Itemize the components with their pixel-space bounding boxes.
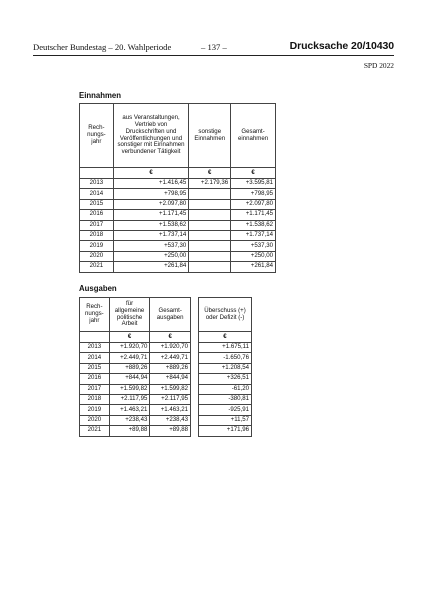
sonstige-cell (189, 230, 231, 240)
gesamt-cell: +1.463,21 (150, 405, 191, 415)
einnahmen-title: Einnahmen (79, 91, 122, 100)
ueberschuss-cell: +1.675,11 (199, 343, 252, 353)
table-row (199, 384, 252, 394)
politische-arbeit-cell: +2.449,71 (109, 353, 150, 363)
veranstaltungen-cell: +2.097,80 (113, 199, 189, 209)
politische-arbeit-cell: +844,94 (109, 374, 150, 384)
year-cell: 2021 (80, 426, 110, 436)
year-cell: 2013 (80, 343, 110, 353)
year-cell: 2013 (80, 179, 114, 189)
sonstige-cell (189, 189, 231, 199)
ueberschuss-cell: +1.208,54 (199, 363, 252, 373)
ueberschuss-cell: +326,51 (199, 374, 252, 384)
ueberschuss-cell: -61,20 (199, 384, 252, 394)
table-row (199, 394, 252, 404)
header-document-number: Drucksache 20/10430 (289, 40, 394, 52)
header-publication: Deutscher Bundestag – 20. Wahlperiode (33, 42, 172, 52)
year-cell: 2015 (80, 199, 114, 209)
sonstige-cell (189, 251, 231, 261)
table-row (80, 210, 276, 220)
table-row (199, 374, 252, 384)
gesamt-cell: +3.595,81 (231, 179, 276, 189)
unit-cell: € (150, 332, 191, 343)
ueberschuss-table (198, 297, 252, 437)
table-row (80, 251, 276, 261)
table-row (80, 353, 191, 363)
veranstaltungen-cell: +1.538,62 (113, 220, 189, 230)
sonstige-cell (189, 241, 231, 251)
einnahmen-col-gesamt: Gesamt- einnahmen (231, 104, 276, 168)
party-year-label: SPD 2022 (363, 61, 394, 70)
sonstige-cell (189, 220, 231, 230)
gesamt-cell: +1.171,45 (231, 210, 276, 220)
unit-cell (80, 332, 110, 343)
header-page-number: – 137 – (201, 42, 227, 52)
ueberschuss-header-row (199, 298, 252, 332)
ausgaben-col-gesamt: Gesamt- ausgaben (150, 298, 191, 332)
year-cell: 2016 (80, 374, 110, 384)
gesamt-cell: +238,43 (150, 415, 191, 425)
table-row (199, 363, 252, 373)
table-row (80, 426, 191, 436)
sonstige-cell (189, 210, 231, 220)
header-rule (33, 55, 394, 56)
table-row (199, 415, 252, 425)
table-row (80, 241, 276, 251)
einnahmen-header-row (80, 104, 276, 168)
ueberschuss-cell: -1.650,76 (199, 353, 252, 363)
table-row (199, 426, 252, 436)
gesamt-cell: +2.097,80 (231, 199, 276, 209)
veranstaltungen-cell: +1.171,45 (113, 210, 189, 220)
gesamt-cell: +2.449,71 (150, 353, 191, 363)
einnahmen-unit-row (80, 168, 276, 179)
table-row (199, 405, 252, 415)
year-cell: 2018 (80, 230, 114, 240)
gesamt-cell: +889,26 (150, 363, 191, 373)
veranstaltungen-cell: +537,30 (113, 241, 189, 251)
year-cell: 2020 (80, 415, 110, 425)
table-row (80, 363, 191, 373)
gesamt-cell: +537,30 (231, 241, 276, 251)
gesamt-cell: +1.538,62 (231, 220, 276, 230)
politische-arbeit-cell: +1.599,82 (109, 384, 150, 394)
year-cell: 2015 (80, 363, 110, 373)
year-cell: 2014 (80, 189, 114, 199)
unit-cell: € (109, 332, 150, 343)
table-row (80, 189, 276, 199)
einnahmen-col-veranstaltungen: aus Veranstaltungen, Vertrieb von Druckschriften und Veröffentlichungen und sonstiger mit Einnahmen verbundener Tätigkeit (113, 104, 189, 168)
ueberschuss-cell: +171,96 (199, 426, 252, 436)
gesamt-cell: +250,00 (231, 251, 276, 261)
gesamt-cell: +89,88 (150, 426, 191, 436)
year-cell: 2019 (80, 405, 110, 415)
gesamt-cell: +261,84 (231, 262, 276, 272)
ueberschuss-cell: +11,57 (199, 415, 252, 425)
politische-arbeit-cell: +2.117,95 (109, 394, 150, 404)
ueberschuss-col: Überschuss (+) oder Defizit (-) (199, 298, 252, 332)
gesamt-cell: +798,95 (231, 189, 276, 199)
table-row (80, 343, 191, 353)
table-row (80, 199, 276, 209)
unit-cell: € (113, 168, 189, 179)
ueberschuss-cell: -380,81 (199, 394, 252, 404)
ausgaben-unit-row (80, 332, 191, 343)
ausgaben-table (79, 297, 191, 437)
ausgaben-header-row (80, 298, 191, 332)
table-row (80, 374, 191, 384)
table-row (80, 394, 191, 404)
ausgaben-col-politische-arbeit: für allgemeine politische Arbeit (109, 298, 150, 332)
table-row (80, 405, 191, 415)
page-header (33, 41, 394, 55)
ueberschuss-cell: -925,91 (199, 405, 252, 415)
gesamt-cell: +844,94 (150, 374, 191, 384)
year-cell: 2014 (80, 353, 110, 363)
table-row (80, 230, 276, 240)
politische-arbeit-cell: +89,88 (109, 426, 150, 436)
table-row (199, 343, 252, 353)
year-cell: 2019 (80, 241, 114, 251)
gesamt-cell: +1.737,14 (231, 230, 276, 240)
sonstige-cell (189, 199, 231, 209)
year-cell: 2017 (80, 220, 114, 230)
veranstaltungen-cell: +1.737,14 (113, 230, 189, 240)
unit-cell (80, 168, 114, 179)
year-cell: 2017 (80, 384, 110, 394)
politische-arbeit-cell: +1.920,70 (109, 343, 150, 353)
year-cell: 2018 (80, 394, 110, 404)
sonstige-cell (189, 262, 231, 272)
table-row (80, 384, 191, 394)
veranstaltungen-cell: +261,84 (113, 262, 189, 272)
ueberschuss-unit-row (199, 332, 252, 343)
veranstaltungen-cell: +798,95 (113, 189, 189, 199)
sonstige-cell: +2.179,36 (189, 179, 231, 189)
einnahmen-col-sonstige: sonstige Einnahmen (189, 104, 231, 168)
table-row (80, 415, 191, 425)
unit-cell: € (189, 168, 231, 179)
gesamt-cell: +2.117,95 (150, 394, 191, 404)
unit-cell: € (231, 168, 276, 179)
einnahmen-col-year: Rech- nungs- jahr (80, 104, 114, 168)
politische-arbeit-cell: +238,43 (109, 415, 150, 425)
politische-arbeit-cell: +889,26 (109, 363, 150, 373)
einnahmen-table (79, 103, 276, 273)
politische-arbeit-cell: +1.463,21 (109, 405, 150, 415)
veranstaltungen-cell: +250,00 (113, 251, 189, 261)
table-row (199, 353, 252, 363)
unit-cell: € (199, 332, 252, 343)
year-cell: 2021 (80, 262, 114, 272)
ausgaben-title: Ausgaben (79, 284, 117, 293)
year-cell: 2020 (80, 251, 114, 261)
veranstaltungen-cell: +1.416,45 (113, 179, 189, 189)
ausgaben-col-year: Rech- nungs- jahr (80, 298, 110, 332)
table-row (80, 262, 276, 272)
gesamt-cell: +1.599,82 (150, 384, 191, 394)
table-row (80, 179, 276, 189)
gesamt-cell: +1.920,70 (150, 343, 191, 353)
year-cell: 2016 (80, 210, 114, 220)
table-row (80, 220, 276, 230)
